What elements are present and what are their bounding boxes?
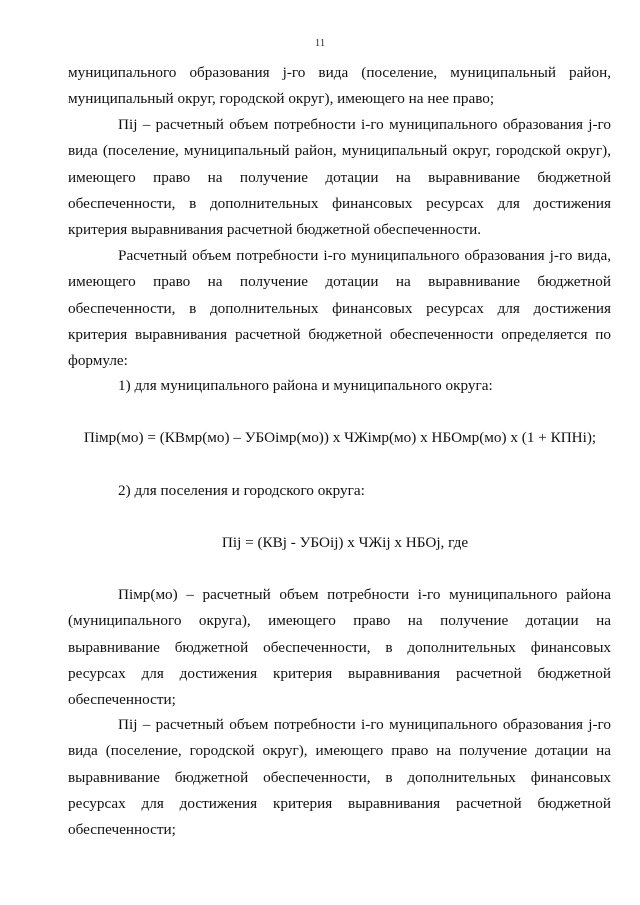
paragraph-pimr-definition: Пімр(мо) – расчетный объем потребности і-го муниципального района (муниципального округа), имеющего право на получение дотации на выравнивание бюджетной обеспеченности, в дополнительных финансовых ресурсах для достижения критерия выравнивания расчетной бюджетной обеспеченности; xyxy=(68,586,611,709)
formula-municipal-district: Пімр(мо) = (КВмр(мо) – УБОімр(мо)) х ЧЖімр(мо) х НБОмр(мо) х (1 + КПНі); xyxy=(83,429,597,446)
paragraph-pij-definition: Пij – расчетный объем потребности i-го муниципального образования j-го вида (поселение, муниципальный район, муниципальный округ, городской округ), имеющего право на получение дотации на выравнивание бюджетной обеспеченности, в дополнительных финансовых ресурсах для достижения критерия выравнивания расчетной бюджетной обеспеченности. xyxy=(68,116,611,239)
paragraph-formula-intro: Расчетный объем потребности i-го муниципального образования j-го вида, имеющего право на получение дотации на выравнивание бюджетной обеспеченности, в дополнительных финансовых ресурсах для достижения критерия выравнивания расчетной бюджетной обеспеченности определяется по формуле: xyxy=(68,247,611,370)
list-item-1: 1) для муниципального района и муниципального округа: xyxy=(118,377,493,394)
paragraph-pij-definition-2: Пij – расчетный объем потребности i-го муниципального образования j-го вида (поселение, городской округ), имеющего право на получение дотации на выравнивание бюджетной обеспеченности, в дополнительных финансовых ресурсах для достижения критерия выравнивания расчетной бюджетной обеспеченности; xyxy=(68,716,611,839)
list-item-2: 2) для поселения и городского округа: xyxy=(118,482,365,499)
paragraph-continuation: муниципального образования j-го вида (поселение, муниципальный район, муниципальный округ, городской округ), имеющего на нее право; xyxy=(68,64,611,108)
formula-settlement: Пij = (КВj - УБОij) х ЧЖij х НБОj, где xyxy=(221,534,469,551)
page-number: 11 xyxy=(314,37,326,49)
